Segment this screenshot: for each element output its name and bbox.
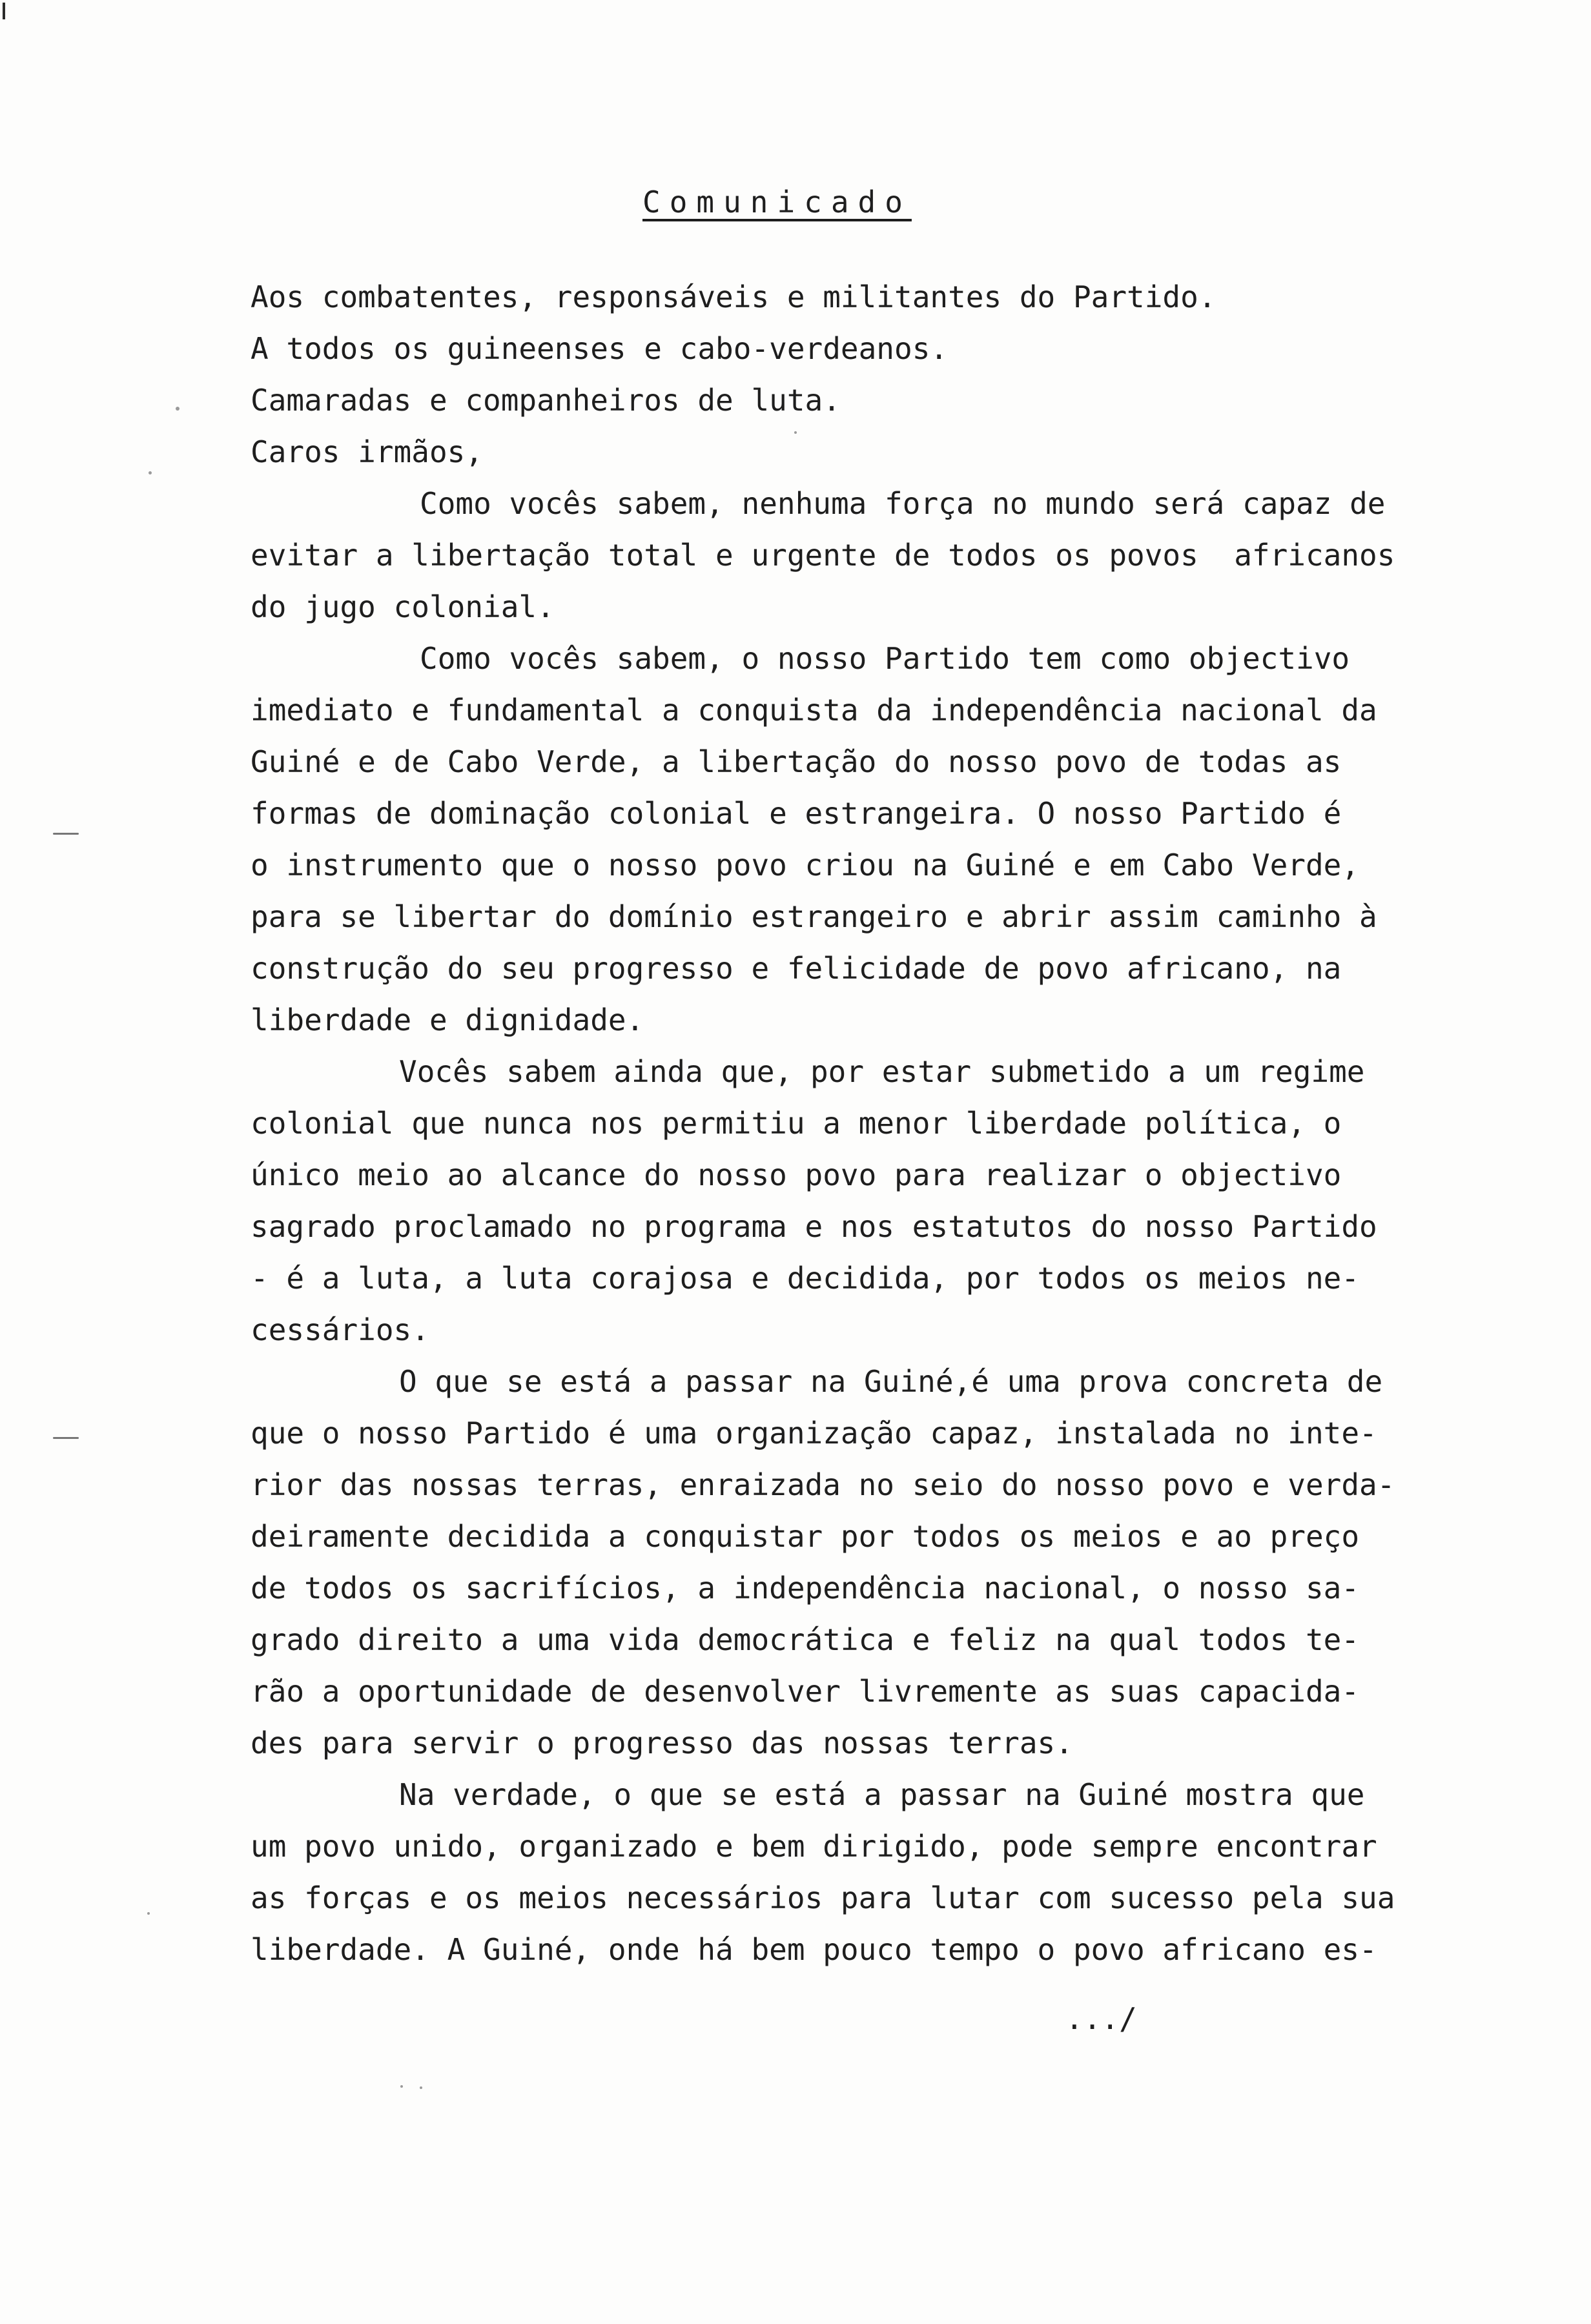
text-line: A todos os guineenses e cabo-verdeanos. [251, 331, 949, 366]
text-line: Na verdade, o que se está a passar na Guiné mostra que [399, 1777, 1365, 1812]
text-line: cessários. [251, 1312, 429, 1347]
margin-mark [53, 833, 79, 835]
paragraph-4 [251, 1356, 1464, 1769]
text-line: des para servir o progresso das nossas terras. [251, 1726, 1073, 1760]
text-line: grado direito a uma vida democrática e feliz na qual todos te- [251, 1622, 1360, 1657]
text-line: único meio ao alcance do nosso povo para realizar o objectivo [251, 1157, 1342, 1192]
text-line: liberdade. A Guiné, onde há bem pouco tempo o povo africano es- [251, 1932, 1377, 1967]
text-line: liberdade e dignidade. [251, 1003, 644, 1037]
document-body [251, 271, 1464, 1975]
scan-speck [147, 1912, 150, 1915]
text-line: um povo unido, organizado e bem dirigido, pode sempre encontrar [251, 1829, 1377, 1864]
scan-speck [149, 471, 152, 474]
text-line: o instrumento que o nosso povo criou na Guiné e em Cabo Verde, [251, 848, 1360, 882]
text-line: rior das nossas terras, enraizada no seio do nosso povo e verda- [251, 1467, 1395, 1502]
text-line: O que se está a passar na Guiné,é uma prova concreta de [399, 1364, 1383, 1399]
paragraph-2 [251, 633, 1464, 1046]
text-line: rão a oportunidade de desenvolver livremente as suas capacida- [251, 1674, 1360, 1709]
text-line: Como vocês sabem, o nosso Partido tem como objectivo [420, 641, 1350, 676]
continuation-mark: .../ [1065, 2001, 1137, 2036]
salutation-block [251, 271, 1464, 478]
text-line: as forças e os meios necessários para lutar com sucesso pela sua [251, 1881, 1395, 1915]
scan-speck [420, 2086, 422, 2089]
scan-edge-mark [3, 3, 5, 19]
paragraph-5 [251, 1769, 1464, 1975]
text-line: Aos combatentes, responsáveis e militantes do Partido. [251, 280, 1216, 314]
text-line: que o nosso Partido é uma organização capaz, instalada no inte- [251, 1416, 1377, 1451]
text-line: imediato e fundamental a conquista da independência nacional da [251, 693, 1377, 728]
text-line: deiramente decidida a conquistar por todos os meios e ao preço [251, 1519, 1360, 1554]
text-line: evitar a libertação total e urgente de todos os povos africanos [251, 538, 1395, 573]
text-line: do jugo colonial. [251, 589, 555, 624]
margin-mark [53, 1437, 79, 1439]
text-line: Caros irmãos, [251, 434, 484, 469]
paragraph-3 [251, 1046, 1464, 1356]
scan-speck [176, 407, 180, 411]
text-line: Como vocês sabem, nenhuma força no mundo será capaz de [420, 486, 1386, 521]
text-line: Vocês sabem ainda que, por estar submetido a um regime [399, 1054, 1365, 1089]
text-line: formas de dominação colonial e estrangeira. O nosso Partido é [251, 796, 1342, 831]
text-line: construção do seu progresso e felicidade de povo africano, na [251, 951, 1342, 986]
text-line: colonial que nunca nos permitiu a menor liberdade política, o [251, 1106, 1342, 1141]
text-line: Camaradas e companheiros de luta. [251, 383, 841, 418]
text-line: sagrado proclamado no programa e nos estatutos do nosso Partido [251, 1209, 1377, 1244]
text-line: de todos os sacrifícios, a independência nacional, o nosso sa- [251, 1571, 1360, 1605]
page-title: Comunicado [642, 185, 912, 219]
paragraph-1 [251, 478, 1464, 633]
text-line: para se libertar do domínio estrangeiro e abrir assim caminho à [251, 899, 1377, 934]
text-line: Guiné e de Cabo Verde, a libertação do nosso povo de todas as [251, 744, 1342, 779]
scan-speck [400, 2085, 403, 2088]
text-line: - é a luta, a luta corajosa e decidida, por todos os meios ne- [251, 1261, 1360, 1296]
